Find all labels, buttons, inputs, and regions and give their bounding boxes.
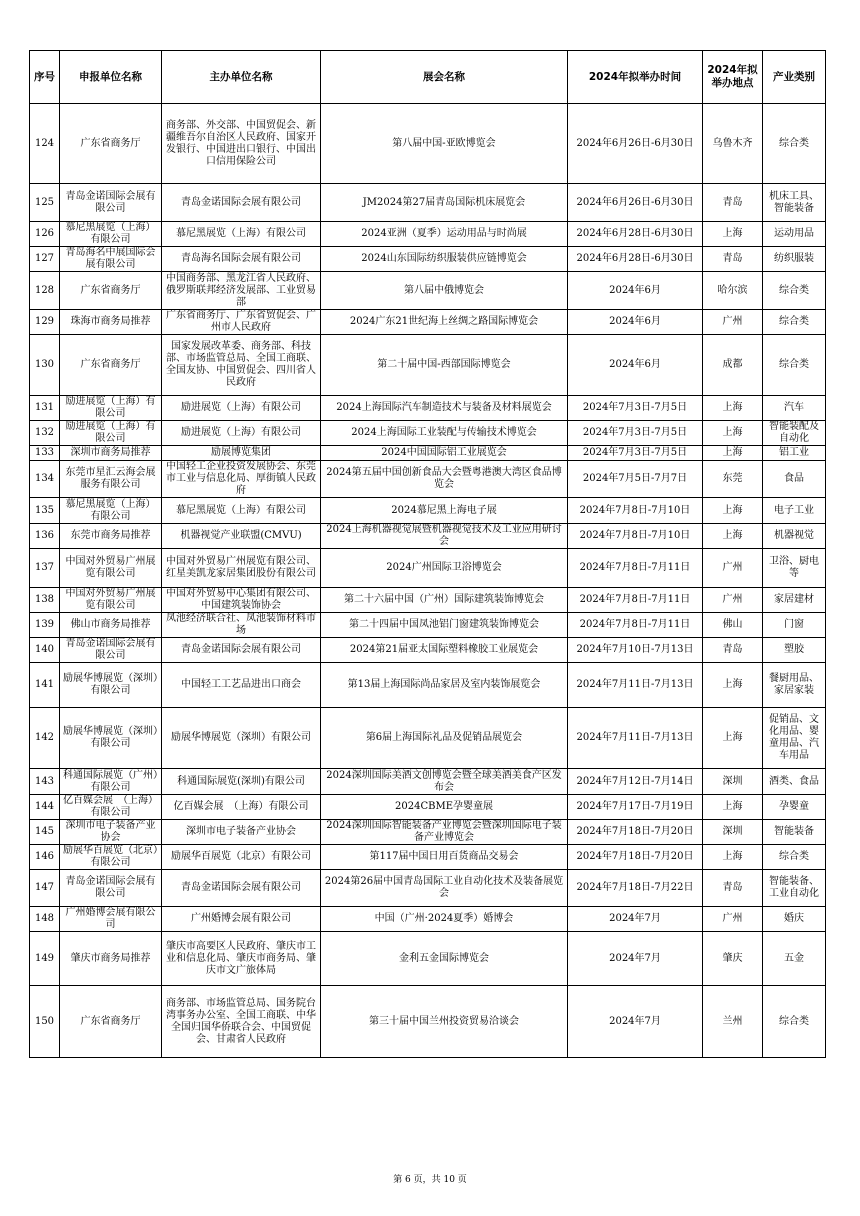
cell-location: 广州 xyxy=(703,588,763,613)
cell-category: 综合类 xyxy=(763,272,826,310)
header-organizer: 主办单位名称 xyxy=(162,51,321,104)
cell-applicant: 广东省商务厅 xyxy=(60,104,162,184)
cell-organizer: 广州婚博会展有限公司 xyxy=(162,907,321,932)
table-row xyxy=(30,820,826,845)
cell-exhibition: 2024中国国际铝工业展览会 xyxy=(321,446,568,461)
cell-index: 141 xyxy=(30,663,60,708)
cell-date: 2024年7月11日-7月13日 xyxy=(568,708,703,769)
table-row xyxy=(30,907,826,932)
cell-exhibition: 第二十届中国-西部国际博览会 xyxy=(321,335,568,396)
cell-index: 129 xyxy=(30,310,60,335)
cell-index: 135 xyxy=(30,498,60,524)
cell-applicant: 深圳市商务局推荐 xyxy=(60,446,162,461)
cell-index: 148 xyxy=(30,907,60,932)
table-row xyxy=(30,845,826,870)
table-row xyxy=(30,421,826,446)
cell-date: 2024年7月8日-7月11日 xyxy=(568,588,703,613)
cell-index: 126 xyxy=(30,222,60,247)
cell-organizer: 科通国际展览(深圳)有限公司 xyxy=(162,769,321,795)
cell-organizer: 肇庆市高要区人民政府、肇庆市工业和信息化局、肇庆市商务局、肇庆市文广旅体局 xyxy=(162,932,321,986)
cell-index: 142 xyxy=(30,708,60,769)
cell-applicant: 肇庆市商务局推荐 xyxy=(60,932,162,986)
table-row xyxy=(30,498,826,524)
cell-exhibition: 2024广州国际卫浴博览会 xyxy=(321,549,568,588)
cell-exhibition: 2024第五届中国创新食品大会暨粤港澳大湾区食品博览会 xyxy=(321,461,568,498)
cell-category: 机床工具、智能装备 xyxy=(763,184,826,222)
cell-category: 孕婴童 xyxy=(763,795,826,820)
cell-category: 运动用品 xyxy=(763,222,826,247)
table-body xyxy=(30,104,826,1058)
cell-index: 133 xyxy=(30,446,60,461)
cell-date: 2024年6月26日-6月30日 xyxy=(568,104,703,184)
cell-exhibition: 2024CBME孕婴童展 xyxy=(321,795,568,820)
cell-date: 2024年7月 xyxy=(568,986,703,1058)
table-row xyxy=(30,104,826,184)
cell-category: 综合类 xyxy=(763,986,826,1058)
cell-exhibition: 2024第21届亚太国际塑料橡胶工业展览会 xyxy=(321,638,568,663)
table-row xyxy=(30,795,826,820)
cell-applicant: 广东省商务厅 xyxy=(60,986,162,1058)
cell-applicant: 广州婚博会展有限公司 xyxy=(60,907,162,932)
header-applicant: 申报单位名称 xyxy=(60,51,162,104)
cell-category: 食品 xyxy=(763,461,826,498)
cell-exhibition: JM2024第27届青岛国际机床展览会 xyxy=(321,184,568,222)
table-row xyxy=(30,310,826,335)
cell-organizer: 励进展览（上海）有限公司 xyxy=(162,421,321,446)
table-row xyxy=(30,870,826,907)
table-row xyxy=(30,524,826,549)
cell-organizer: 慕尼黑展览（上海）有限公司 xyxy=(162,498,321,524)
cell-date: 2024年7月8日-7月11日 xyxy=(568,613,703,638)
cell-index: 143 xyxy=(30,769,60,795)
header-location: 2024年拟举办地点 xyxy=(703,51,763,104)
cell-category: 综合类 xyxy=(763,845,826,870)
exhibition-table xyxy=(29,50,826,1058)
cell-organizer: 励展华百展览（北京）有限公司 xyxy=(162,845,321,870)
cell-exhibition: 2024第26届中国青岛国际工业自动化技术及装备展览会 xyxy=(321,870,568,907)
cell-date: 2024年7月3日-7月5日 xyxy=(568,446,703,461)
cell-date: 2024年7月3日-7月5日 xyxy=(568,396,703,421)
cell-index: 147 xyxy=(30,870,60,907)
cell-applicant: 青岛金诺国际会展有限公司 xyxy=(60,870,162,907)
cell-organizer: 中国轻工工艺品进出口商会 xyxy=(162,663,321,708)
cell-location: 上海 xyxy=(703,524,763,549)
cell-applicant: 佛山市商务局推荐 xyxy=(60,613,162,638)
cell-organizer: 商务部、外交部、中国贸促会、新疆维吾尔自治区人民政府、国家开发银行、中国进出口银行、中国出口信用保险公司 xyxy=(162,104,321,184)
cell-applicant: 中国对外贸易广州展览有限公司 xyxy=(60,588,162,613)
cell-exhibition: 金利五金国际博览会 xyxy=(321,932,568,986)
cell-index: 127 xyxy=(30,247,60,272)
cell-date: 2024年7月3日-7月5日 xyxy=(568,421,703,446)
cell-date: 2024年7月 xyxy=(568,932,703,986)
cell-location: 广州 xyxy=(703,310,763,335)
cell-organizer: 国家发展改革委、商务部、科技部、市场监管总局、全国工商联、全国友协、中国贸促会、四川省人民政府 xyxy=(162,335,321,396)
cell-location: 青岛 xyxy=(703,870,763,907)
cell-index: 128 xyxy=(30,272,60,310)
cell-category: 综合类 xyxy=(763,335,826,396)
cell-category: 智能装配及自动化 xyxy=(763,421,826,446)
table-row xyxy=(30,247,826,272)
cell-location: 上海 xyxy=(703,421,763,446)
table-header-row xyxy=(30,51,826,104)
cell-organizer: 深圳市电子装备产业协会 xyxy=(162,820,321,845)
cell-location: 青岛 xyxy=(703,638,763,663)
cell-index: 130 xyxy=(30,335,60,396)
cell-organizer: 青岛金诺国际会展有限公司 xyxy=(162,870,321,907)
cell-organizer: 中国商务部、黑龙江省人民政府、俄罗斯联邦经济发展部、工业贸易部 xyxy=(162,272,321,310)
cell-organizer: 慕尼黑展览（上海）有限公司 xyxy=(162,222,321,247)
cell-category: 卫浴、厨电等 xyxy=(763,549,826,588)
table-row xyxy=(30,638,826,663)
table-row xyxy=(30,663,826,708)
cell-applicant: 励进展览（上海）有限公司 xyxy=(60,421,162,446)
cell-location: 兰州 xyxy=(703,986,763,1058)
cell-category: 门窗 xyxy=(763,613,826,638)
header-index: 序号 xyxy=(30,51,60,104)
table-row xyxy=(30,222,826,247)
cell-location: 青岛 xyxy=(703,247,763,272)
header-exhibition: 展会名称 xyxy=(321,51,568,104)
cell-applicant: 慕尼黑展览（上海）有限公司 xyxy=(60,498,162,524)
cell-exhibition: 第八届中俄博览会 xyxy=(321,272,568,310)
cell-location: 哈尔滨 xyxy=(703,272,763,310)
cell-applicant: 青岛金诺国际会展有限公司 xyxy=(60,638,162,663)
cell-index: 136 xyxy=(30,524,60,549)
cell-applicant: 青岛海名中展国际会展有限公司 xyxy=(60,247,162,272)
cell-applicant: 励展华博展览（深圳）有限公司 xyxy=(60,708,162,769)
cell-date: 2024年7月12日-7月14日 xyxy=(568,769,703,795)
cell-date: 2024年7月5日-7月7日 xyxy=(568,461,703,498)
cell-category: 综合类 xyxy=(763,310,826,335)
cell-exhibition: 2024广东21世纪海上丝绸之路国际博览会 xyxy=(321,310,568,335)
cell-location: 上海 xyxy=(703,222,763,247)
table-row xyxy=(30,769,826,795)
cell-applicant: 科通国际展览（广州）有限公司 xyxy=(60,769,162,795)
cell-index: 138 xyxy=(30,588,60,613)
cell-date: 2024年7月17日-7月19日 xyxy=(568,795,703,820)
cell-date: 2024年7月8日-7月11日 xyxy=(568,549,703,588)
cell-organizer: 商务部、市场监管总局、国务院台湾事务办公室、全国工商联、中华全国归国华侨联合会、中国贸促会、甘肃省人民政府 xyxy=(162,986,321,1058)
cell-applicant: 深圳市电子装备产业协会 xyxy=(60,820,162,845)
cell-date: 2024年6月 xyxy=(568,310,703,335)
cell-location: 上海 xyxy=(703,446,763,461)
cell-date: 2024年6月 xyxy=(568,335,703,396)
header-category: 产业类别 xyxy=(763,51,826,104)
cell-date: 2024年6月28日-6月30日 xyxy=(568,222,703,247)
cell-exhibition: 第6届上海国际礼品及促销品展览会 xyxy=(321,708,568,769)
header-date: 2024年拟举办时间 xyxy=(568,51,703,104)
cell-exhibition: 第13届上海国际尚品家居及室内装饰展览会 xyxy=(321,663,568,708)
cell-location: 上海 xyxy=(703,498,763,524)
cell-applicant: 珠海市商务局推荐 xyxy=(60,310,162,335)
cell-category: 纺织服装 xyxy=(763,247,826,272)
table-row xyxy=(30,588,826,613)
cell-location: 深圳 xyxy=(703,769,763,795)
cell-exhibition: 2024深圳国际智能装备产业博览会暨深圳国际电子装备产业博览会 xyxy=(321,820,568,845)
cell-exhibition: 第二十四届中国凤池铝门窗建筑装饰博览会 xyxy=(321,613,568,638)
cell-index: 145 xyxy=(30,820,60,845)
table-row xyxy=(30,708,826,769)
cell-location: 乌鲁木齐 xyxy=(703,104,763,184)
cell-date: 2024年7月8日-7月10日 xyxy=(568,498,703,524)
cell-exhibition: 2024上海机器视觉展暨机器视觉技术及工业应用研讨会 xyxy=(321,524,568,549)
cell-applicant: 中国对外贸易广州展览有限公司 xyxy=(60,549,162,588)
cell-location: 上海 xyxy=(703,663,763,708)
cell-organizer: 中国对外贸易广州展览有限公司、红星美凯龙家居集团股份有限公司 xyxy=(162,549,321,588)
cell-applicant: 励展华百展览（北京）有限公司 xyxy=(60,845,162,870)
cell-location: 上海 xyxy=(703,396,763,421)
cell-date: 2024年7月11日-7月13日 xyxy=(568,663,703,708)
cell-index: 131 xyxy=(30,396,60,421)
cell-category: 电子工业 xyxy=(763,498,826,524)
cell-location: 青岛 xyxy=(703,184,763,222)
cell-location: 广州 xyxy=(703,549,763,588)
cell-applicant: 励展华博展览（深圳）有限公司 xyxy=(60,663,162,708)
table-row xyxy=(30,932,826,986)
cell-date: 2024年7月18日-7月20日 xyxy=(568,845,703,870)
cell-organizer: 凤池经济联合社、凤池装饰材料市场 xyxy=(162,613,321,638)
cell-exhibition: 第117届中国日用百货商品交易会 xyxy=(321,845,568,870)
cell-index: 124 xyxy=(30,104,60,184)
cell-location: 深圳 xyxy=(703,820,763,845)
cell-category: 五金 xyxy=(763,932,826,986)
cell-category: 酒类、食品 xyxy=(763,769,826,795)
cell-applicant: 广东省商务厅 xyxy=(60,335,162,396)
cell-index: 144 xyxy=(30,795,60,820)
cell-location: 佛山 xyxy=(703,613,763,638)
cell-index: 139 xyxy=(30,613,60,638)
cell-location: 上海 xyxy=(703,795,763,820)
cell-applicant: 东莞市商务局推荐 xyxy=(60,524,162,549)
cell-location: 广州 xyxy=(703,907,763,932)
cell-exhibition: 2024慕尼黑上海电子展 xyxy=(321,498,568,524)
cell-date: 2024年7月10日-7月13日 xyxy=(568,638,703,663)
cell-organizer: 青岛金诺国际会展有限公司 xyxy=(162,184,321,222)
table-row xyxy=(30,461,826,498)
cell-category: 智能装备 xyxy=(763,820,826,845)
cell-date: 2024年6月26日-6月30日 xyxy=(568,184,703,222)
cell-exhibition: 第二十六届中国（广州）国际建筑装饰博览会 xyxy=(321,588,568,613)
cell-organizer: 励展华博展览（深圳）有限公司 xyxy=(162,708,321,769)
cell-index: 150 xyxy=(30,986,60,1058)
cell-organizer: 机器视觉产业联盟(CMVU) xyxy=(162,524,321,549)
cell-index: 125 xyxy=(30,184,60,222)
cell-organizer: 中国轻工企业投资发展协会、东莞市工业与信息化局、厚街镇人民政府 xyxy=(162,461,321,498)
cell-date: 2024年7月18日-7月20日 xyxy=(568,820,703,845)
cell-location: 东莞 xyxy=(703,461,763,498)
cell-index: 146 xyxy=(30,845,60,870)
cell-category: 塑胶 xyxy=(763,638,826,663)
cell-exhibition: 2024山东国际纺织服装供应链博览会 xyxy=(321,247,568,272)
cell-category: 促销品、文化用品、婴童用品、汽车用品 xyxy=(763,708,826,769)
cell-date: 2024年7月18日-7月22日 xyxy=(568,870,703,907)
table-row xyxy=(30,446,826,461)
cell-category: 铝工业 xyxy=(763,446,826,461)
cell-organizer: 青岛金诺国际会展有限公司 xyxy=(162,638,321,663)
cell-category: 家居建材 xyxy=(763,588,826,613)
cell-exhibition: 2024亚洲（夏季）运动用品与时尚展 xyxy=(321,222,568,247)
cell-index: 132 xyxy=(30,421,60,446)
cell-applicant: 青岛金诺国际会展有限公司 xyxy=(60,184,162,222)
cell-location: 成都 xyxy=(703,335,763,396)
cell-location: 上海 xyxy=(703,708,763,769)
cell-location: 上海 xyxy=(703,845,763,870)
cell-organizer: 亿百媒会展 （上海）有限公司 xyxy=(162,795,321,820)
cell-date: 2024年6月28日-6月30日 xyxy=(568,247,703,272)
cell-index: 137 xyxy=(30,549,60,588)
table-row xyxy=(30,549,826,588)
cell-category: 智能装备、工业自动化 xyxy=(763,870,826,907)
cell-category: 餐厨用品、家居家装 xyxy=(763,663,826,708)
cell-category: 婚庆 xyxy=(763,907,826,932)
cell-category: 机器视觉 xyxy=(763,524,826,549)
cell-date: 2024年7月 xyxy=(568,907,703,932)
cell-applicant: 东莞市星汇云海会展服务有限公司 xyxy=(60,461,162,498)
cell-exhibition: 第三十届中国兰州投资贸易洽谈会 xyxy=(321,986,568,1058)
cell-organizer: 中国对外贸易中心集团有限公司、中国建筑装饰协会 xyxy=(162,588,321,613)
cell-date: 2024年7月8日-7月10日 xyxy=(568,524,703,549)
cell-exhibition: 2024上海国际工业装配与传输技术博览会 xyxy=(321,421,568,446)
table-row xyxy=(30,613,826,638)
cell-index: 149 xyxy=(30,932,60,986)
table-row xyxy=(30,335,826,396)
cell-exhibition: 2024上海国际汽车制造技术与装备及材料展览会 xyxy=(321,396,568,421)
cell-organizer: 励进展览（上海）有限公司 xyxy=(162,396,321,421)
page-footer: 第 6 页，共 10 页 xyxy=(393,1175,467,1185)
table-row xyxy=(30,986,826,1058)
cell-date: 2024年6月 xyxy=(568,272,703,310)
cell-applicant: 励进展览（上海）有限公司 xyxy=(60,396,162,421)
cell-location: 肇庆 xyxy=(703,932,763,986)
table-row xyxy=(30,396,826,421)
cell-applicant: 慕尼黑展览（上海）有限公司 xyxy=(60,222,162,247)
cell-exhibition: 2024深圳国际美酒文创博览会暨全球美酒美食产区发布会 xyxy=(321,769,568,795)
cell-organizer: 励展博览集团 xyxy=(162,446,321,461)
cell-index: 140 xyxy=(30,638,60,663)
cell-organizer: 青岛海名国际会展有限公司 xyxy=(162,247,321,272)
cell-applicant: 广东省商务厅 xyxy=(60,272,162,310)
cell-index: 134 xyxy=(30,461,60,498)
table-row xyxy=(30,184,826,222)
cell-exhibition: 第八届中国-亚欧博览会 xyxy=(321,104,568,184)
cell-applicant: 亿百媒会展 （上海）有限公司 xyxy=(60,795,162,820)
cell-category: 综合类 xyxy=(763,104,826,184)
cell-category: 汽车 xyxy=(763,396,826,421)
table-row xyxy=(30,272,826,310)
cell-exhibition: 中国（广州·2024夏季）婚博会 xyxy=(321,907,568,932)
cell-organizer: 广东省商务厅、广东省贸促会、广州市人民政府 xyxy=(162,310,321,335)
